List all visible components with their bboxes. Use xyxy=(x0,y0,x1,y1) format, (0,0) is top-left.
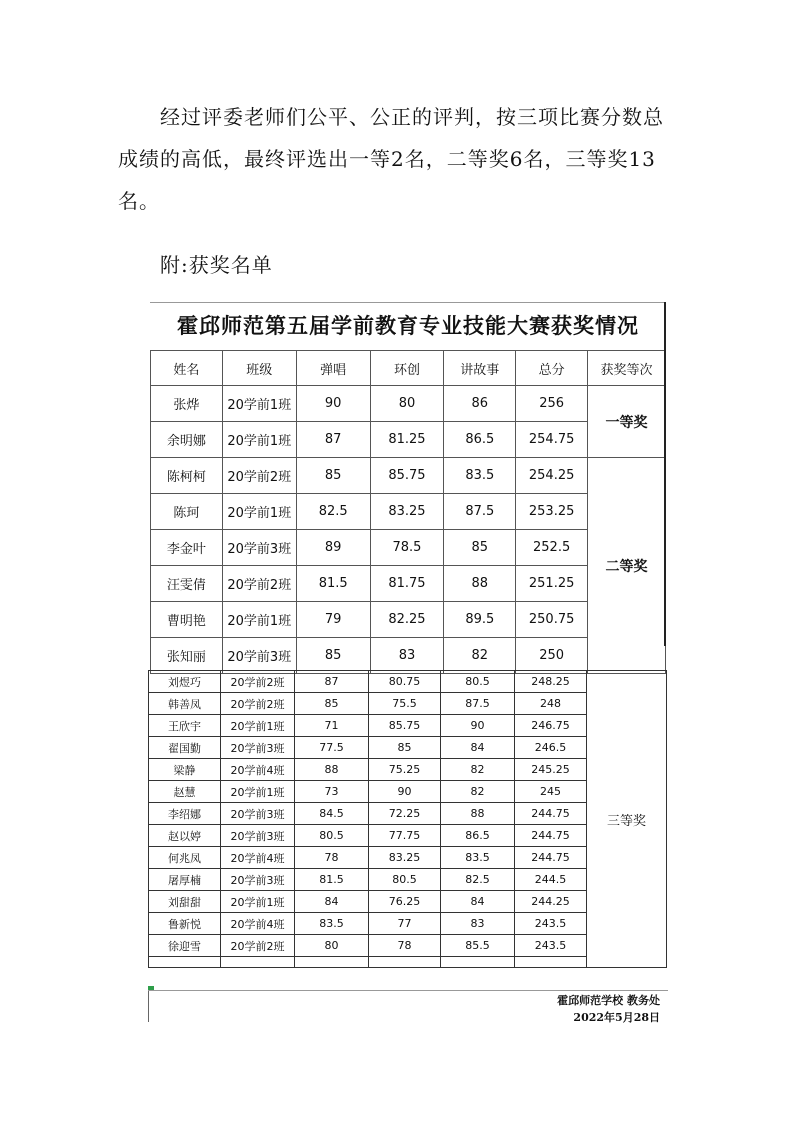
cell-storytelling: 84 xyxy=(441,891,515,913)
cell-name: 陈柯柯 xyxy=(151,458,223,494)
cell-environment: 90 xyxy=(369,781,441,803)
cell-name: 徐迎雪 xyxy=(149,935,221,957)
cell-storytelling: 87.5 xyxy=(444,494,516,530)
cell-environment: 80 xyxy=(370,386,444,422)
cell-environment: 78 xyxy=(369,935,441,957)
header-class: 班级 xyxy=(222,351,296,386)
cell-storytelling: 80.5 xyxy=(441,671,515,693)
cell-singing: 88 xyxy=(295,759,369,781)
cell-name: 梁静 xyxy=(149,759,221,781)
cell-environment: 80.75 xyxy=(369,671,441,693)
cell-total: 245.25 xyxy=(515,759,587,781)
cell-singing: 87 xyxy=(296,422,370,458)
cell-class: 20学前4班 xyxy=(221,847,295,869)
header-environment: 环创 xyxy=(370,351,444,386)
cell-total: 248.25 xyxy=(515,671,587,693)
cell-storytelling: 90 xyxy=(441,715,515,737)
award-table-image-bottom xyxy=(148,670,668,1022)
cell-name: 张知丽 xyxy=(151,638,223,674)
cell-storytelling: 83.5 xyxy=(444,458,516,494)
header-total: 总分 xyxy=(516,351,588,386)
cell-singing: 84.5 xyxy=(295,803,369,825)
cell-total: 244.75 xyxy=(515,803,587,825)
cell-name: 翟国勤 xyxy=(149,737,221,759)
cell-total: 243.5 xyxy=(515,935,587,957)
cell-environment: 78.5 xyxy=(370,530,444,566)
cell-singing: 85 xyxy=(296,638,370,674)
header-singing: 弹唱 xyxy=(296,351,370,386)
cell-total: 244.75 xyxy=(515,825,587,847)
cell-class: 20学前3班 xyxy=(221,825,295,847)
cell-environment: 75.25 xyxy=(369,759,441,781)
cell-singing: 73 xyxy=(295,781,369,803)
cell-environment: 76.25 xyxy=(369,891,441,913)
table-row xyxy=(151,458,666,494)
cell-storytelling: 85.5 xyxy=(441,935,515,957)
cell-class: 20学前3班 xyxy=(222,638,296,674)
cell-environment: 85.75 xyxy=(370,458,444,494)
cell-storytelling: 82.5 xyxy=(441,869,515,891)
cell-total: 252.5 xyxy=(516,530,588,566)
cell-name: 李绍娜 xyxy=(149,803,221,825)
award-table-bottom xyxy=(148,670,667,968)
cell-blank xyxy=(221,957,295,968)
signature-school: 霍邱师范学校 教务处 xyxy=(557,994,660,1007)
cell-blank xyxy=(149,957,221,968)
cell-environment: 80.5 xyxy=(369,869,441,891)
cell-singing: 84 xyxy=(295,891,369,913)
cell-name: 韩善凤 xyxy=(149,693,221,715)
signature-date: 2022年5月28日 xyxy=(573,1011,660,1024)
award-table-image-top xyxy=(150,302,666,665)
cell-storytelling: 82 xyxy=(444,638,516,674)
cell-name: 刘甜甜 xyxy=(149,891,221,913)
cell-environment: 81.25 xyxy=(370,422,444,458)
cell-singing: 85 xyxy=(296,458,370,494)
cell-class: 20学前2班 xyxy=(222,566,296,602)
cell-class: 20学前1班 xyxy=(221,781,295,803)
image-border-right xyxy=(664,302,666,646)
header-storytelling: 讲故事 xyxy=(444,351,516,386)
cell-class: 20学前3班 xyxy=(221,803,295,825)
table-row xyxy=(149,671,667,693)
cell-environment: 83.25 xyxy=(369,847,441,869)
award-third-prize: 三等奖 xyxy=(587,671,667,968)
cell-environment: 85.75 xyxy=(369,715,441,737)
cell-blank xyxy=(515,957,587,968)
cell-name: 鲁新悦 xyxy=(149,913,221,935)
cell-environment: 77.75 xyxy=(369,825,441,847)
cell-storytelling: 88 xyxy=(441,803,515,825)
cell-total: 250 xyxy=(516,638,588,674)
cell-total: 244.25 xyxy=(515,891,587,913)
cell-name: 赵以婷 xyxy=(149,825,221,847)
cell-environment: 75.5 xyxy=(369,693,441,715)
cell-name: 何兆凤 xyxy=(149,847,221,869)
award-first-prize: 一等奖 xyxy=(588,386,666,458)
cell-environment: 77 xyxy=(369,913,441,935)
cell-name: 赵慧 xyxy=(149,781,221,803)
cell-name: 曹明艳 xyxy=(151,602,223,638)
cell-singing: 79 xyxy=(296,602,370,638)
cell-total: 244.5 xyxy=(515,869,587,891)
cell-storytelling: 86.5 xyxy=(441,825,515,847)
table-title: 霍邱师范第五届学前教育专业技能大赛获奖情况 xyxy=(177,314,639,338)
cell-total: 256 xyxy=(516,386,588,422)
intro-paragraph: 经过评委老师们公平、公正的评判，按三项比赛分数总成绩的高低，最终评选出一等2名，二等奖6名，三等奖13名。 xyxy=(118,105,664,213)
cell-name: 刘煜巧 xyxy=(149,671,221,693)
cell-total: 244.75 xyxy=(515,847,587,869)
cell-class: 20学前1班 xyxy=(222,494,296,530)
cell-total: 250.75 xyxy=(516,602,588,638)
cell-blank xyxy=(369,957,441,968)
cell-name: 王欣宇 xyxy=(149,715,221,737)
cell-singing: 85 xyxy=(295,693,369,715)
cell-total: 254.25 xyxy=(516,458,588,494)
cell-blank xyxy=(441,957,515,968)
cell-storytelling: 82 xyxy=(441,781,515,803)
cell-class: 20学前2班 xyxy=(221,693,295,715)
cell-storytelling: 83 xyxy=(441,913,515,935)
cell-singing: 87 xyxy=(295,671,369,693)
cell-total: 253.25 xyxy=(516,494,588,530)
cell-storytelling: 82 xyxy=(441,759,515,781)
cell-singing: 80.5 xyxy=(295,825,369,847)
cell-class: 20学前1班 xyxy=(221,891,295,913)
cell-singing: 80 xyxy=(295,935,369,957)
cell-storytelling: 86 xyxy=(444,386,516,422)
cell-singing: 90 xyxy=(296,386,370,422)
cell-name: 李金叶 xyxy=(151,530,223,566)
cell-total: 251.25 xyxy=(516,566,588,602)
award-table-top xyxy=(150,350,666,674)
cell-class: 20学前2班 xyxy=(222,458,296,494)
cell-environment: 82.25 xyxy=(370,602,444,638)
cell-class: 20学前3班 xyxy=(221,737,295,759)
cell-environment: 72.25 xyxy=(369,803,441,825)
cell-class: 20学前1班 xyxy=(222,422,296,458)
cell-singing: 71 xyxy=(295,715,369,737)
cell-class: 20学前3班 xyxy=(221,869,295,891)
cell-total: 246.5 xyxy=(515,737,587,759)
table-row xyxy=(151,386,666,422)
cell-singing: 82.5 xyxy=(296,494,370,530)
cell-singing: 78 xyxy=(295,847,369,869)
cell-storytelling: 84 xyxy=(441,737,515,759)
cell-class: 20学前2班 xyxy=(221,671,295,693)
cell-class: 20学前4班 xyxy=(221,759,295,781)
cell-storytelling: 85 xyxy=(444,530,516,566)
cell-total: 243.5 xyxy=(515,913,587,935)
cell-name: 屠厚楠 xyxy=(149,869,221,891)
cell-storytelling: 83.5 xyxy=(441,847,515,869)
cell-name: 余明娜 xyxy=(151,422,223,458)
cell-environment: 83.25 xyxy=(370,494,444,530)
attachment-label: 附:获奖名单 xyxy=(160,253,273,277)
award-second-prize: 二等奖 xyxy=(588,458,666,674)
cell-class: 20学前1班 xyxy=(222,386,296,422)
cell-environment: 81.75 xyxy=(370,566,444,602)
header-name: 姓名 xyxy=(151,351,223,386)
cell-total: 246.75 xyxy=(515,715,587,737)
cell-total: 248 xyxy=(515,693,587,715)
cell-singing: 81.5 xyxy=(295,869,369,891)
cell-name: 陈珂 xyxy=(151,494,223,530)
cell-environment: 83 xyxy=(370,638,444,674)
cell-name: 张烨 xyxy=(151,386,223,422)
cell-storytelling: 87.5 xyxy=(441,693,515,715)
header-award-level: 获奖等次 xyxy=(588,351,666,386)
cell-class: 20学前1班 xyxy=(221,715,295,737)
cell-total: 245 xyxy=(515,781,587,803)
cell-class: 20学前1班 xyxy=(222,602,296,638)
cell-blank xyxy=(295,957,369,968)
cell-singing: 77.5 xyxy=(295,737,369,759)
image-border-top xyxy=(150,302,666,303)
cell-singing: 89 xyxy=(296,530,370,566)
cell-name: 汪雯倩 xyxy=(151,566,223,602)
cell-class: 20学前4班 xyxy=(221,913,295,935)
cell-storytelling: 89.5 xyxy=(444,602,516,638)
table-header-row xyxy=(151,351,666,386)
cell-singing: 81.5 xyxy=(296,566,370,602)
cell-storytelling: 88 xyxy=(444,566,516,602)
image-border-left xyxy=(148,990,149,1022)
cell-singing: 83.5 xyxy=(295,913,369,935)
cell-class: 20学前3班 xyxy=(222,530,296,566)
cell-total: 254.75 xyxy=(516,422,588,458)
cell-storytelling: 86.5 xyxy=(444,422,516,458)
cell-environment: 85 xyxy=(369,737,441,759)
cell-class: 20学前2班 xyxy=(221,935,295,957)
signature-block xyxy=(148,990,668,1024)
